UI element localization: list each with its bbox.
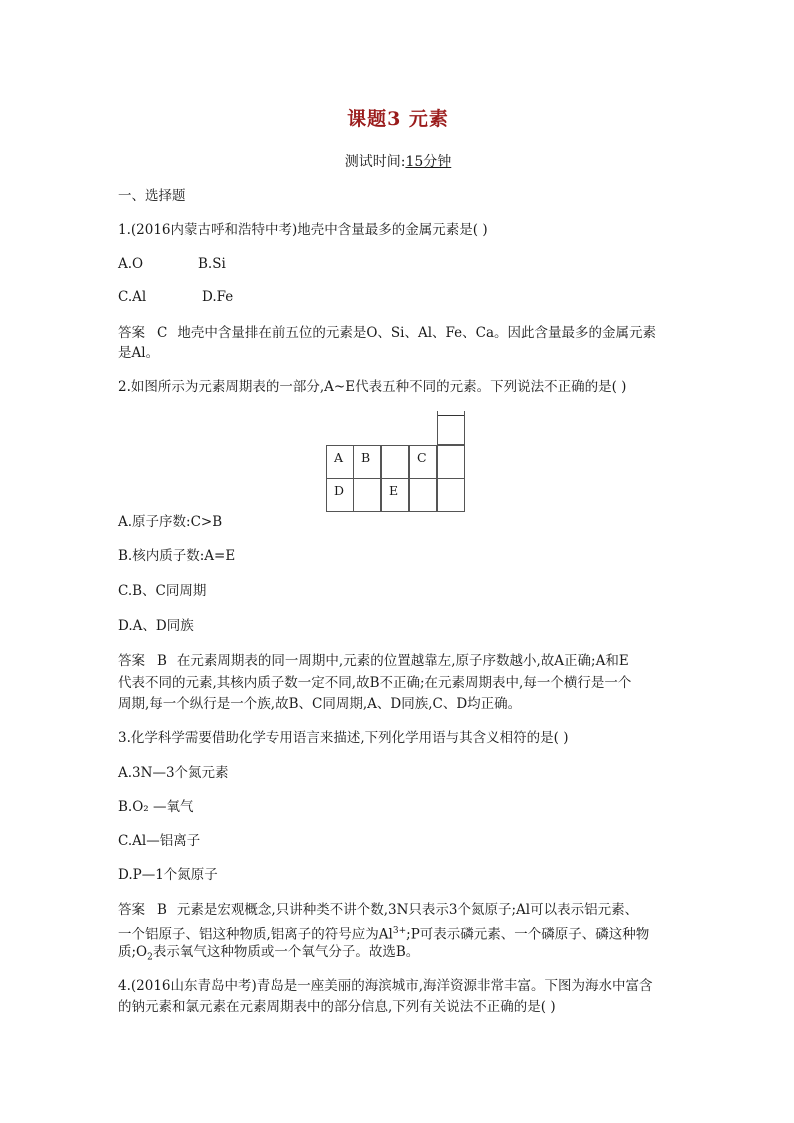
q3-option-d: D.P—1个氮原子 (118, 867, 218, 883)
q1-explanation-1: 地壳中含量排在前五位的元素是O、Si、Al、Fe、Ca。因此含量最多的金属元素 (177, 325, 657, 341)
q2-explanation-3: 周期,每一个纵行是一个族,故B、C同周期,A、D同族,C、D均正确。 (118, 696, 522, 712)
test-time-label: 测试时间: (344, 154, 406, 170)
q1-option-c: C.Al (118, 289, 147, 305)
q3-explanation-2b: ;P可表示磷元素、一个磷原子、磷这种物 (406, 926, 650, 943)
q4-stem-1: 4.(2016山东青岛中考)青岛是一座美丽的海滨城市,海洋资源非常丰富。下图为海水中富含 (118, 978, 653, 994)
q3-explanation-1: 元素是宏观概念,只讲种类不讲个数,3N只表示3个氮原子;Al可以表示铝元素、 (176, 902, 639, 918)
q2-stem: 2.如图所示为元素周期表的一部分,A~E代表五种不同的元素。下列说法不正确的是( ) (118, 379, 627, 395)
q1-option-b: B.Si (198, 256, 226, 272)
cell-a: A (326, 445, 354, 479)
q3-option-b: B.O₂ —氧气 (118, 799, 194, 815)
q3-subscript: 2 (147, 952, 153, 963)
q1-answer-letter: C (157, 325, 168, 341)
cell-e: E (381, 478, 409, 512)
q2-answer (118, 650, 678, 672)
cell-b: B (353, 445, 381, 479)
q2-option-b: B.核内质子数:A=E (118, 548, 236, 564)
q3-option-a: A.3N—3个氮元素 (118, 765, 229, 781)
q3-explanation-2a: 一个铝原子、铝这种物质,铝离子的符号应为Al (118, 926, 393, 943)
page-title: 课题3 元素 (347, 108, 449, 130)
q4-stem-2: 的钠元素和氯元素在元素周期表中的部分信息,下列有关说法不正确的是( ) (118, 999, 556, 1015)
q1-stem: 1.(2016内蒙古呼和浩特中考)地壳中含量最多的金属元素是( ) (118, 222, 488, 238)
cell-empty-3 (353, 478, 381, 512)
q1-option-d: D.Fe (202, 289, 234, 305)
q3-explanation-3 (118, 941, 678, 969)
table-top-line (438, 415, 464, 416)
q3-answer (118, 899, 678, 921)
q2-explanation-2: 代表不同的元素,其核内质子数一定不同,故B不正确;在元素周期表中,每一个横行是一个 (118, 675, 632, 691)
cell-c: C (409, 445, 437, 479)
cell-d: D (326, 478, 354, 512)
q2-answer-tag: 答案 (118, 653, 145, 669)
q2-option-a: A.原子序数:C>B (118, 514, 223, 530)
q3-charge-superscript: 3+ (392, 926, 407, 936)
q3-answer-tag: 答案 (118, 902, 145, 918)
cell-empty-1 (381, 445, 409, 479)
q2-explanation-1: 在元素周期表的同一周期中,元素的位置越靠左,原子序数越小,故A正确;A和E (176, 653, 629, 669)
q2-answer-letter: B (157, 653, 167, 669)
cell-empty-4 (409, 478, 437, 512)
table-top-cell (437, 411, 465, 445)
cell-empty-2 (437, 445, 465, 479)
section-heading: 一、选择题 (118, 188, 186, 204)
q1-options-row-1 (118, 253, 678, 275)
q3-explanation-3b: 表示氧气这种物质或一个氧气分子。故选B。 (152, 944, 420, 960)
q3-stem: 3.化学科学需要借助化学专用语言来描述,下列化学用语与其含义相符的是( ) (118, 730, 569, 746)
q2-option-c: C.B、C同周期 (118, 583, 207, 599)
q1-option-a: A.O (118, 256, 144, 272)
periodic-table-fragment (326, 411, 468, 515)
q1-answer-tag: 答案 (118, 325, 145, 341)
q1-explanation-2: 是Al。 (118, 345, 160, 361)
cell-empty-5 (437, 478, 465, 512)
test-time (118, 151, 678, 171)
q3-answer-letter: B (157, 902, 167, 918)
q2-option-d: D.A、D同族 (118, 618, 194, 634)
q1-answer (118, 322, 678, 344)
test-time-value: 15分钟 (405, 154, 452, 170)
q3-option-c: C.Al—铝离子 (118, 833, 201, 849)
q1-options-row-2 (118, 286, 678, 308)
q3-explanation-3a: 质;O (118, 944, 148, 960)
